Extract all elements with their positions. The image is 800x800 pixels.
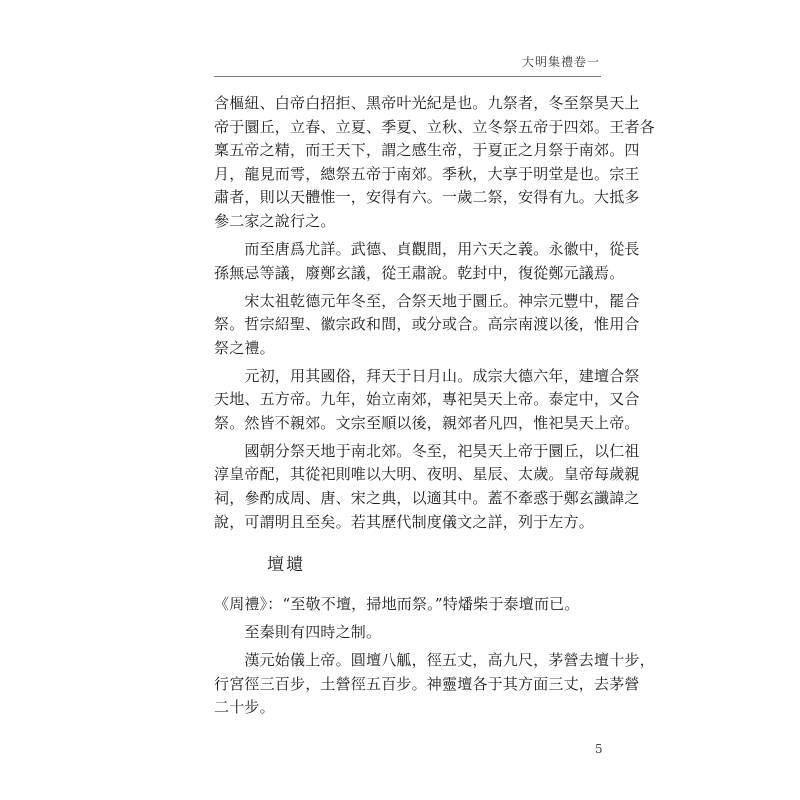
text-line: 《周禮》：“至敬不壇，掃地而祭。”特燔柴于泰壇而已。	[214, 595, 580, 613]
running-head: 大明集禮卷一	[521, 55, 600, 69]
text-line: 肅者，則以天體惟一，安得有六。一歲二祭，安得有九。大抵多	[214, 188, 640, 207]
text-line: 祠，參酌成周、唐、宋之典，以適其中。蓋不牽惑于鄭玄讖諱之	[214, 489, 640, 508]
text-line: 至秦則有四時之制。	[214, 622, 382, 641]
header-rule	[214, 76, 601, 77]
body-text-block-2	[214, 593, 655, 720]
text-line: 含樞紐、白帝白招拒、黑帝叶光紀是也。九祭者，冬至祭昊天上	[214, 94, 640, 112]
body-text-block-1	[214, 92, 655, 534]
text-line: 稟五帝之精，而王天下，謂之感生帝，于夏正之月祭于南郊。四	[214, 141, 640, 160]
page-number: 5	[595, 742, 603, 756]
text-line: 淳皇帝配，其從祀則唯以大明、夜明、星辰、太歲。皇帝每歲親	[214, 465, 640, 484]
text-line: 漢元始儀上帝。圓壇八觚，徑五丈，高九尺，茅營去壇十步，	[214, 650, 655, 669]
text-line: 元初，用其國俗，拜天于日月山。成宗大德六年，建壇合祭	[214, 366, 640, 385]
text-line: 說，可謂明且至矣。若其歷代制度儀文之詳，列于左方。	[214, 512, 595, 531]
text-line: 二十步。	[214, 698, 275, 717]
text-line: 祭之禮。	[214, 338, 275, 357]
text-line: 孫無忌等議，廢鄭玄議，從王肅說。乾封中，復從鄭元議焉。	[214, 263, 625, 282]
text-line: 國朝分祭天地于南北郊。冬至，祀昊天上帝于圜丘，以仁祖	[214, 441, 640, 460]
text-line: 帝于圜丘，立春、立夏、季夏、立秋、立冬祭五帝于四郊。王者各	[214, 117, 655, 136]
text-line: 天地、五方帝。九年，始立南郊，專祀昊天上帝。泰定中，又合	[214, 390, 640, 409]
text-line: 月，龍見而雩，總祭五帝于南郊。季秋，大享于明堂是也。宗王	[214, 164, 640, 183]
text-line: 祭。然皆不親郊。文宗至順以後，親郊者凡四，惟祀昊天上帝。	[214, 413, 640, 432]
text-line: 而至唐爲尤詳。武德、貞觀間，用六天之義。永徽中，從長	[214, 239, 640, 258]
section-heading: 壇壝	[267, 555, 305, 575]
text-line: 參二家之說行之。	[214, 211, 336, 230]
text-line: 祭。哲宗紹聖、徽宗政和間，或分或合。高宗南渡以後，惟用合	[214, 315, 640, 334]
text-line: 行宮徑三百步，土營徑五百步。神靈壇各于其方面三丈，去茅營	[214, 674, 640, 693]
text-line: 宋太祖乾德元年冬至，合祭天地于圜丘。神宗元豐中，罷合	[214, 291, 640, 310]
